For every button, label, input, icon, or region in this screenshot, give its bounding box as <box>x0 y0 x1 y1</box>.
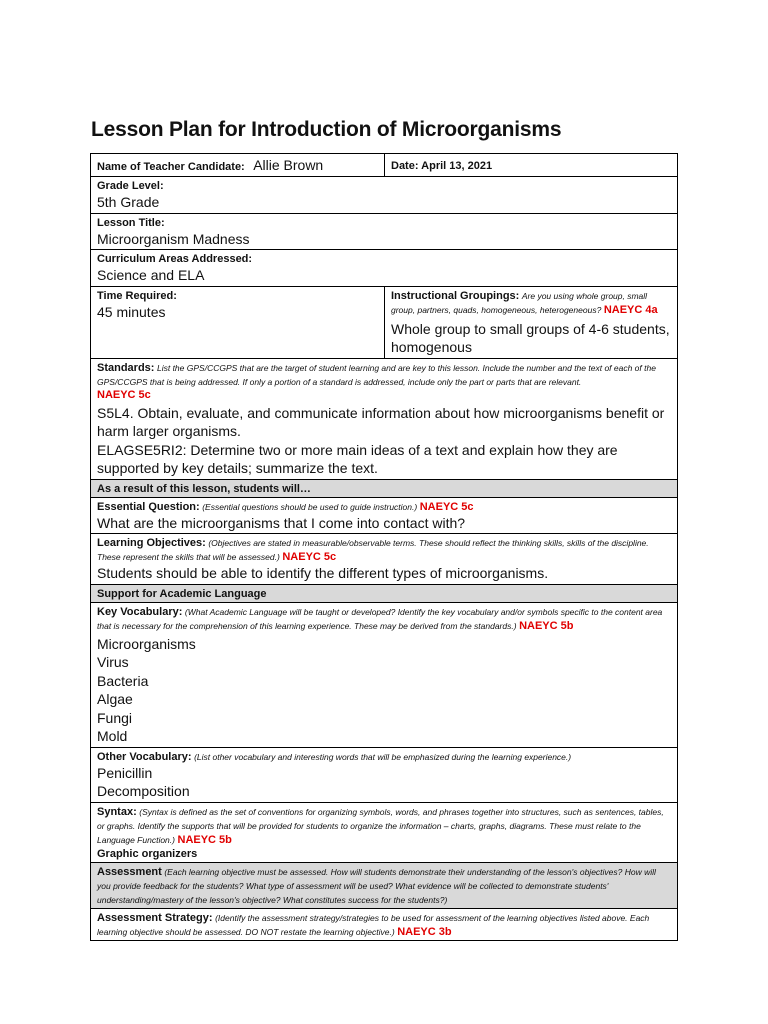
groupings-hint: Are you using whole group, small group, partners, quads, homogeneous, heterogeneous? <box>391 290 648 315</box>
other-vocabulary-hint: (List other vocabulary and interesting words that will be emphasized during the learning experience.) <box>194 751 572 762</box>
groupings-cell <box>385 287 677 358</box>
result-header-row <box>91 479 677 497</box>
assessment-strategy-tag: NAEYC 3b <box>397 925 452 938</box>
teacher-name: Allie Brown <box>253 157 324 173</box>
curriculum-row <box>91 249 677 286</box>
other-vocabulary-label: Other Vocabulary: <box>97 750 192 763</box>
grade-row <box>91 176 677 213</box>
standard-ela: ELAGSE5RI2: Determine two or more main ideas of a text and explain how they are supported by key details; summarize the text. <box>97 441 618 476</box>
groupings-value: Whole group to small groups of 4-6 students, homogenous <box>391 320 670 355</box>
list-item: Fungi <box>97 709 133 726</box>
syntax-tag: NAEYC 5b <box>177 833 232 846</box>
syntax-hint: (Syntax is defined as the set of conventions for organizing symbols, words, and phrases together into structures, such as sentences, tables, or graphs. Identify the supports that will be provided for students to organize the information – charts, graphs, diagrams. These must relate to the Language Function.) <box>97 806 664 845</box>
other-vocabulary-row <box>91 747 677 802</box>
essential-question-tag: NAEYC 5c <box>419 500 474 513</box>
page-title: Lesson Plan for Introduction of Microorganisms <box>91 118 562 141</box>
lesson-title-value: Microorganism Madness <box>97 230 250 247</box>
teacher-cell <box>91 154 385 176</box>
time-label: Time Required: <box>97 289 177 302</box>
curriculum-label: Curriculum Areas Addressed: <box>97 253 253 265</box>
teacher-date-row <box>91 154 677 176</box>
teacher-label: Name of Teacher Candidate: <box>97 161 245 173</box>
syntax-label: Syntax: <box>97 805 137 818</box>
standards-row <box>91 358 677 479</box>
objectives-hint: (Objectives are stated in measurable/observable terms. These should reflect the thinking skills, skills of the discipline. These represent the skills that will be assessed.) <box>97 538 649 562</box>
list-item: Mold <box>97 728 128 744</box>
assessment-label: Assessment <box>97 865 162 878</box>
list-item: Microorganisms <box>97 635 196 652</box>
lesson-title-row <box>91 213 677 250</box>
support-header: Support for Academic Language <box>97 587 267 600</box>
assessment-strategy-hint: (Identify the assessment strategy/strategies to be used for assessment of the learning objectives listed above. Each learning objective should be assessed. DO NOT restate the learning objective.) <box>97 912 650 937</box>
objectives-tag: NAEYC 5c <box>282 551 337 563</box>
key-vocabulary-list <box>97 635 671 746</box>
standards-tag: NAEYC 5c <box>97 388 151 401</box>
syntax-row <box>91 802 677 862</box>
result-header: As a result of this lesson, students will… <box>97 482 311 495</box>
key-vocabulary-hint: (What Academic Language will be taught or developed? Identify the key vocabulary and/or symbols specific to the content area that is necessary for the comprehension of this learning experience. These may be derived from the standards.) <box>97 606 663 631</box>
lesson-plan-table <box>90 153 678 941</box>
list-item: Bacteria <box>97 672 149 689</box>
list-item: Decomposition <box>97 783 190 799</box>
time-value: 45 minutes <box>97 303 166 320</box>
date-cell <box>385 154 677 176</box>
objectives-value: Students should be able to identify the different types of microorganisms. <box>97 565 549 581</box>
assessment-strategy-row <box>91 908 677 940</box>
key-vocabulary-tag: NAEYC 5b <box>519 619 574 632</box>
essential-question-row <box>91 497 677 534</box>
groupings-label: Instructional Groupings: <box>391 289 520 302</box>
lesson-title-label: Lesson Title: <box>97 216 165 229</box>
groupings-standard-tag: NAEYC 4a <box>603 303 658 316</box>
list-item: Penicillin <box>97 764 153 781</box>
essential-question-label: Essential Question: <box>97 500 200 513</box>
objectives-row <box>91 533 677 584</box>
list-item: Algae <box>97 691 133 707</box>
assessment-hint: (Each learning objective must be assessed. How will students demonstrate their understanding of the lesson's objectives? How will you provide feedback for the students? What type of assessment will be used? What evidence will be collected to demonstrate students' understanding/mastery of the lesson's objective? What constitutes success for the students?) <box>97 866 656 905</box>
date-label: Date: April 13, 2021 <box>391 160 493 172</box>
standard-science: S5L4. Obtain, evaluate, and communicate information about how microorganisms benefit or harm larger organisms. <box>97 404 665 439</box>
support-header-row <box>91 584 677 602</box>
key-vocabulary-label: Key Vocabulary: <box>97 605 183 618</box>
essential-question-value: What are the microorganisms that I come into contact with? <box>97 514 466 531</box>
essential-question-hint: (Essential questions should be used to guide instruction.) <box>202 501 418 512</box>
objectives-label: Learning Objectives: <box>97 537 206 549</box>
syntax-value: Graphic organizers <box>97 847 198 860</box>
assessment-row <box>91 862 677 908</box>
other-vocabulary-list <box>97 764 671 801</box>
list-item: Virus <box>97 654 129 670</box>
time-groupings-row <box>91 286 677 358</box>
standards-label: Standards: <box>97 361 155 374</box>
time-cell <box>91 287 385 358</box>
curriculum-value: Science and ELA <box>97 267 205 283</box>
key-vocabulary-row <box>91 602 677 747</box>
assessment-strategy-label: Assessment Strategy: <box>97 911 213 924</box>
grade-value: 5th Grade <box>97 194 160 210</box>
grade-label: Grade Level: <box>97 180 164 192</box>
standards-hint: List the GPS/CCGPS that are the target of student learning and are key to this lesson. Include the number and the text of each of the GPS/CCGPS that is being addressed. If only a portion of a standard is addressed, include only the part or parts that are relevant. <box>97 362 656 387</box>
